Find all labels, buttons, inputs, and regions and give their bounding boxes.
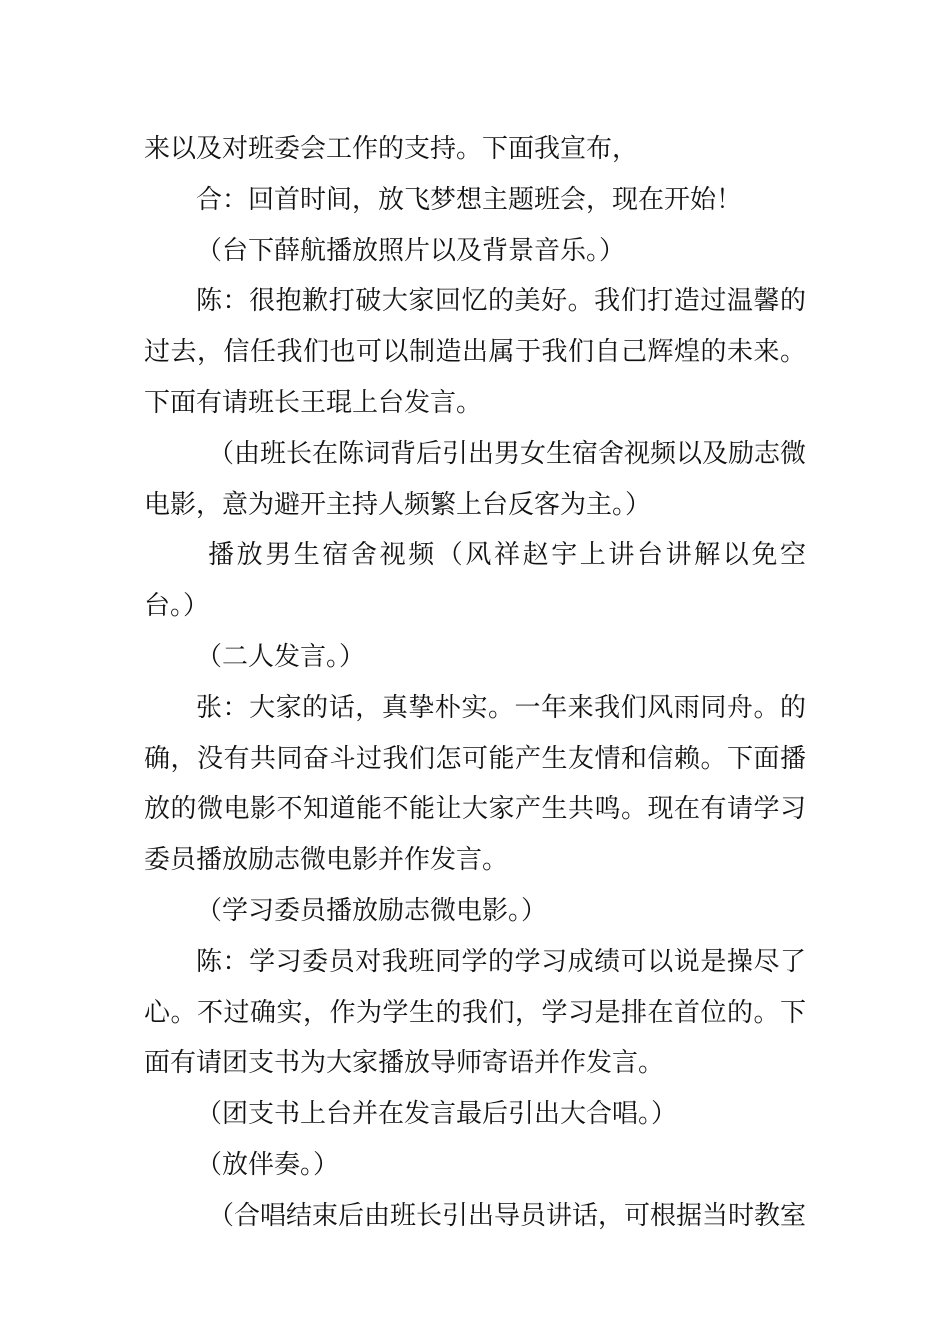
text-line: 陈：学习委员对我班同学的学习成绩可以说是操尽了 — [196, 946, 806, 977]
text-line: 合：回首时间，放飞梦想主题班会，现在开始！ — [196, 184, 743, 215]
text-line: （二人发言。） — [196, 641, 366, 672]
text-line: 张：大家的话，真挚朴实。一年来我们风雨同舟。的 — [196, 692, 806, 723]
text-line: （放伴奏。） — [196, 1149, 340, 1180]
text-line: 下面有请班长王琨上台发言。 — [144, 387, 483, 418]
text-line: 面有请团支书为大家播放导师寄语并作发言。 — [144, 1048, 665, 1079]
text-line: （台下薛航播放照片以及背景音乐。） — [196, 235, 626, 266]
text-line: 播放男生宿舍视频（风祥赵宇上讲台讲解以免空 — [208, 540, 806, 571]
text-line: 放的微电影不知道能不能让大家产生共鸣。现在有请学习 — [144, 794, 806, 825]
text-line: （由班长在陈词背后引出男女生宿舍视频以及励志微 — [208, 438, 807, 469]
text-line: 来以及对班委会工作的支持。下面我宣布， — [144, 134, 639, 164]
text-line: （学习委员播放励志微电影。） — [196, 895, 548, 926]
text-line: 陈：很抱歉打破大家回忆的美好。我们打造过温馨的 — [196, 286, 806, 317]
text-line: （合唱结束后由班长引出导员讲话，可根据当时教室 — [208, 1200, 807, 1231]
text-line: 电影，意为避开主持人频繁上台反客为主。） — [144, 489, 652, 520]
text-line: 委员播放励志微电影并作发言。 — [144, 845, 509, 876]
text-line: 确，没有共同奋斗过我们怎可能产生友情和信赖。下面播 — [144, 743, 806, 774]
text-line: 台。） — [144, 591, 210, 622]
text-line: 过去，信任我们也可以制造出属于我们自己辉煌的未来。 — [144, 337, 806, 368]
document-body — [144, 124, 806, 1242]
text-line: （团支书上台并在发言最后引出大合唱。） — [196, 1099, 678, 1130]
text-line: 心。不过确实，作为学生的我们，学习是排在首位的。下 — [144, 997, 806, 1028]
